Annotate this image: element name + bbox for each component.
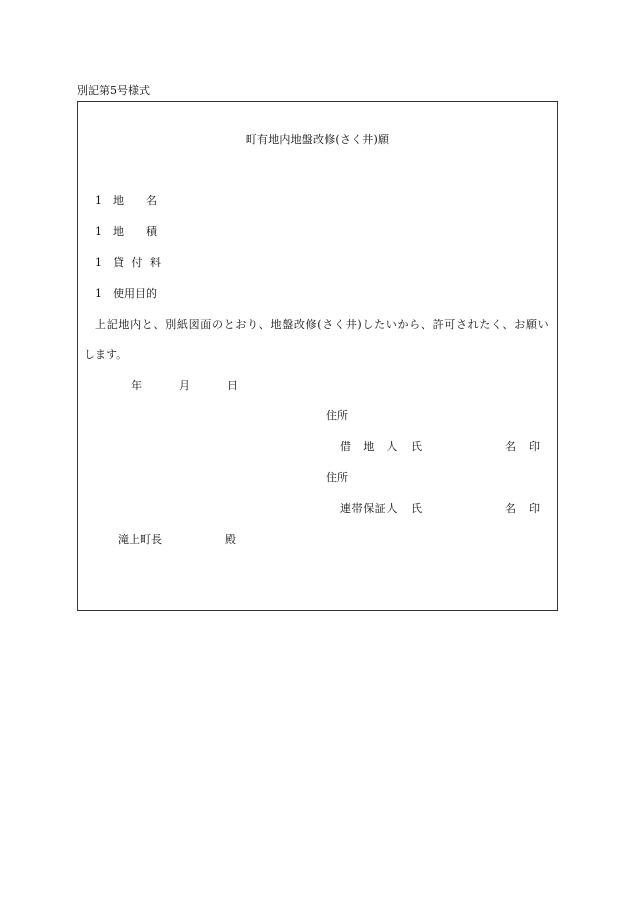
item-label: 地 積 xyxy=(113,225,157,238)
borrower-role-label: 借 地 人 xyxy=(340,440,398,453)
guarantor-role-label: 連帯保証人 xyxy=(340,502,398,515)
borrower-name-suffix: 名 xyxy=(505,440,516,453)
guarantor-name-suffix: 名 xyxy=(505,502,516,515)
date-month-label: 月 xyxy=(179,379,190,392)
borrower-address-label: 住所 xyxy=(326,409,348,422)
paragraph-line-2: します。 xyxy=(84,348,128,361)
guarantor-name-prefix: 氏 xyxy=(411,502,422,515)
date-day-label: 日 xyxy=(227,379,238,392)
guarantor-seal-label: 印 xyxy=(529,502,540,515)
addressee-name: 滝上町長 xyxy=(118,533,162,546)
form-number-label: 別記第5号様式 xyxy=(77,84,150,97)
borrower-name-prefix: 氏 xyxy=(411,440,422,453)
item-number: 1 xyxy=(95,256,102,269)
addressee-honorific: 殿 xyxy=(225,533,236,546)
item-number: 1 xyxy=(95,194,102,207)
item-number: 1 xyxy=(95,225,102,238)
form-title: 町有地内地盤改修(さく井)願 xyxy=(245,133,390,146)
item-label: 貸 付 料 xyxy=(113,256,161,269)
guarantor-address-label: 住所 xyxy=(326,471,348,484)
item-label: 地 名 xyxy=(113,194,157,207)
item-label: 使用目的 xyxy=(113,287,157,300)
item-number: 1 xyxy=(95,287,102,300)
date-year-label: 年 xyxy=(131,379,142,392)
borrower-seal-label: 印 xyxy=(529,440,540,453)
paragraph-line-1: 上記地内と、別紙図面のとおり、地盤改修(さく井)したいから、許可されたく、お願い xyxy=(95,318,550,331)
